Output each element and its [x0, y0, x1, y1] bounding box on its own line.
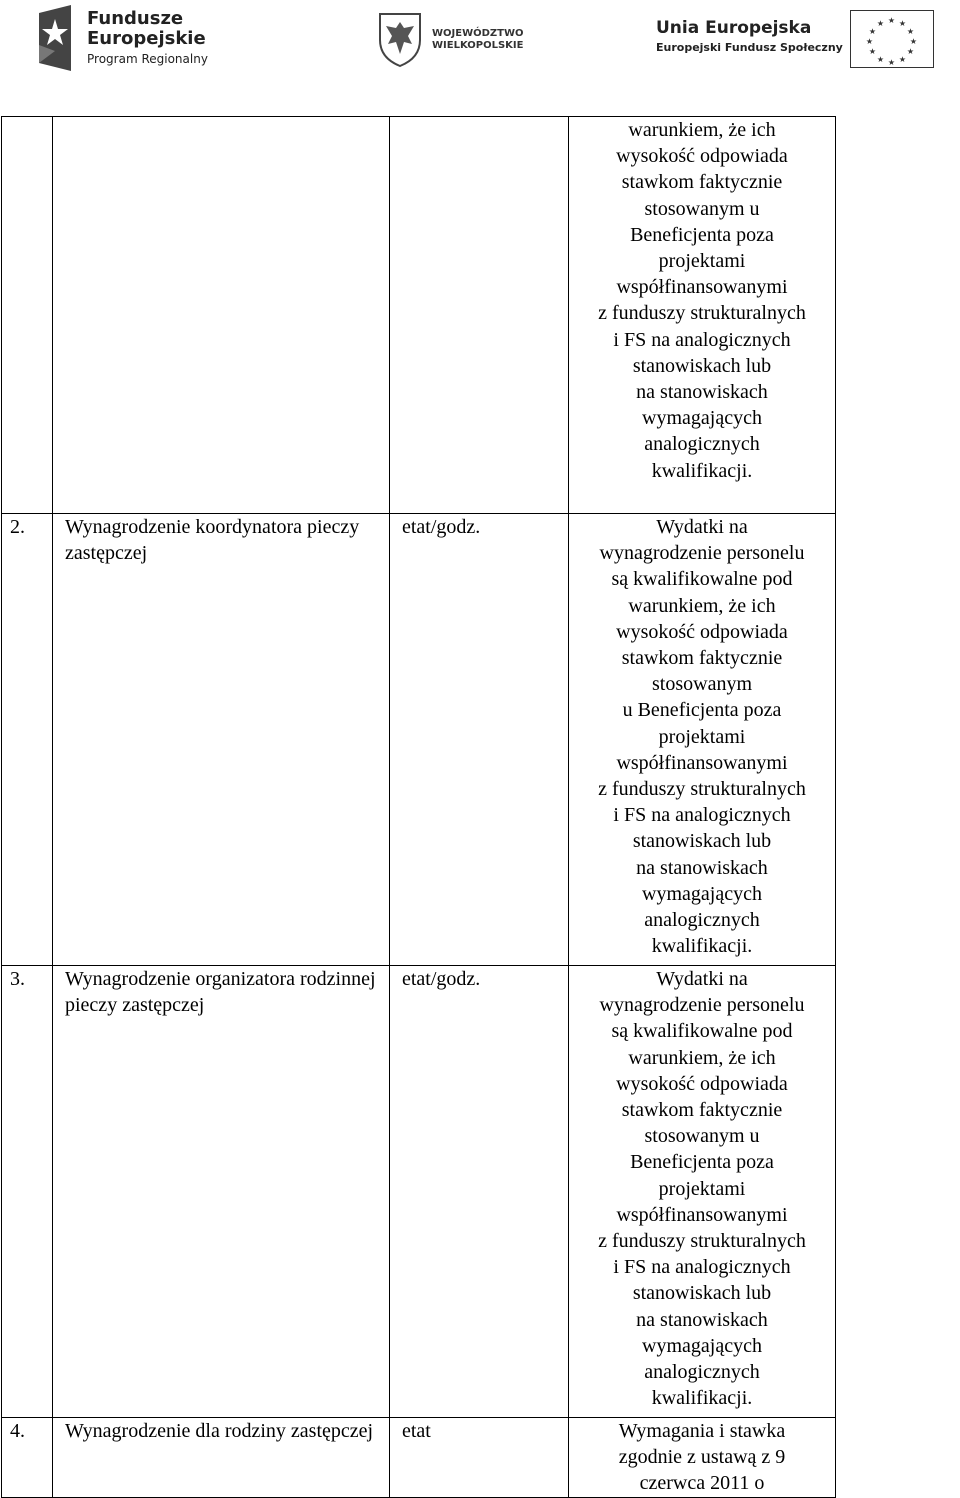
cost-unit-cell — [390, 514, 569, 966]
european-funds-logo — [35, 5, 215, 73]
description-line: stawkom faktycznie — [621, 647, 783, 670]
description-line: stosowanym u — [644, 197, 760, 220]
cost-unit: etat — [402, 1420, 431, 1442]
description-line: u Beneficjenta poza — [622, 699, 782, 722]
cost-description-cell — [569, 117, 836, 514]
description-line: zgodnie z ustawą z 9 — [618, 1446, 786, 1469]
ue-line1: Unia Europejska — [656, 18, 812, 38]
description-line: z funduszy strukturalnych — [598, 1230, 806, 1253]
cost-unit: etat/godz. — [402, 968, 481, 990]
row-number-cell — [2, 1418, 53, 1498]
fe-line3: Program Regionalny — [87, 52, 208, 66]
table-row — [2, 117, 836, 514]
european-funds-wordmark — [87, 9, 208, 67]
description-line: z funduszy strukturalnych — [598, 302, 806, 325]
description-line: projektami — [658, 1177, 746, 1200]
description-line: współfinansowanymi — [616, 1203, 788, 1226]
row-number: 4. — [10, 1420, 25, 1442]
eagle-crest-icon — [376, 10, 424, 68]
cost-unit: etat/godz. — [402, 516, 481, 538]
svg-text:★: ★ — [898, 55, 907, 64]
description-line: kwalifikacji. — [651, 935, 753, 958]
svg-text:★: ★ — [898, 19, 907, 28]
description-line: i FS na analogicznych — [613, 804, 791, 827]
cost-unit-cell — [390, 117, 569, 514]
svg-text:★: ★ — [868, 47, 877, 56]
ue-line2: Europejski Fundusz Społeczny — [656, 41, 843, 54]
cost-description — [569, 1418, 835, 1497]
svg-text:★: ★ — [906, 47, 915, 56]
fe-line1: Fundusze — [87, 8, 184, 29]
description-line: Beneficjenta poza — [630, 1151, 774, 1174]
table-row — [2, 1418, 836, 1498]
description-line: warunkiem, że ich — [628, 1046, 776, 1069]
row-number-cell — [2, 966, 53, 1418]
description-line: stosowanym u — [644, 1125, 760, 1148]
cost-table-body — [2, 117, 836, 1498]
description-line: wynagrodzenie personelu — [599, 994, 805, 1017]
description-line: wynagrodzenie personelu — [599, 542, 805, 565]
description-line: współfinansowanymi — [616, 751, 788, 774]
eu-stars — [851, 11, 932, 66]
description-line: wymagających — [642, 882, 762, 905]
description-line: i FS na analogicznych — [613, 328, 791, 351]
description-line: Wydatki na — [656, 968, 748, 990]
cost-unit-cell — [390, 966, 569, 1418]
wielkopolska-logo — [376, 10, 526, 70]
description-line: projektami — [658, 725, 746, 748]
cost-description — [569, 966, 835, 1411]
description-line: stawkom faktycznie — [621, 1099, 783, 1122]
svg-text:★: ★ — [868, 27, 877, 36]
description-line: analogicznych — [644, 1361, 760, 1384]
svg-text:★: ★ — [865, 37, 874, 46]
description-line: czerwca 2011 o — [639, 1472, 765, 1495]
cost-name: Wynagrodzenie dla rodziny zastępczej — [65, 1420, 374, 1442]
cost-name: Wynagrodzenie organizatora rodzinnej pieczy zastępczej — [65, 968, 376, 1017]
description-line: wysokość odpowiada — [616, 620, 788, 643]
cost-name: Wynagrodzenie koordynatora pieczy zastępczej — [65, 516, 360, 565]
cost-name-cell — [53, 966, 390, 1418]
description-line: kwalifikacji. — [651, 459, 753, 482]
description-line: stanowiskach lub — [632, 830, 772, 853]
description-line: Wymagania i stawka — [618, 1420, 786, 1442]
svg-text:★: ★ — [906, 27, 915, 36]
description-line: są kwalifikowalne pod — [611, 1020, 793, 1043]
svg-text:★: ★ — [876, 55, 885, 64]
row-number-cell — [2, 514, 53, 966]
wlkp-line1: WOJEWÓDZTWO — [432, 28, 524, 39]
description-line: stosowanym — [652, 673, 752, 696]
cost-unit-cell — [390, 1418, 569, 1498]
description-line: stanowiskach lub — [632, 1282, 772, 1305]
eu-flag-icon — [850, 10, 934, 68]
description-line: Wydatki na — [656, 516, 748, 538]
description-line: wysokość odpowiada — [616, 145, 788, 168]
description-line: wysokość odpowiada — [616, 1072, 788, 1095]
description-line: i FS na analogicznych — [613, 1256, 791, 1279]
svg-text:★: ★ — [876, 19, 885, 28]
description-line: analogicznych — [644, 433, 760, 456]
fe-line2: Europejskie — [87, 28, 206, 49]
description-line: na stanowiskach — [636, 856, 768, 879]
description-line: na stanowiskach — [636, 1308, 768, 1331]
svg-text:★: ★ — [887, 16, 896, 25]
description-line: wymagających — [642, 1334, 762, 1357]
description-line: analogicznych — [644, 909, 760, 932]
row-number: 3. — [10, 968, 25, 990]
row-number: 2. — [10, 516, 25, 538]
wielkopolska-wordmark — [432, 28, 524, 52]
description-line: Beneficjenta poza — [630, 223, 774, 246]
cost-description — [569, 514, 835, 959]
cost-description-cell — [569, 514, 836, 966]
description-line: na stanowiskach — [636, 381, 768, 404]
cost-table — [1, 116, 836, 1498]
cost-name-cell — [53, 1418, 390, 1498]
eu-wordmark — [656, 18, 843, 56]
wlkp-line2: WIELKOPOLSKIE — [432, 40, 524, 51]
cost-name-cell — [53, 117, 390, 514]
eu-logo — [656, 10, 940, 70]
description-line: współfinansowanymi — [616, 276, 788, 299]
description-line: stawkom faktycznie — [621, 171, 783, 194]
table-row — [2, 514, 836, 966]
cost-name-cell — [53, 514, 390, 966]
european-funds-star-icon — [35, 5, 75, 71]
description-line: kwalifikacji. — [651, 1387, 753, 1410]
description-line: wymagających — [642, 407, 762, 430]
description-line: projektami — [658, 250, 746, 273]
cost-description-cell — [569, 966, 836, 1418]
svg-text:★: ★ — [887, 58, 896, 66]
svg-text:★: ★ — [909, 37, 918, 46]
cost-description — [569, 117, 835, 484]
table-row — [2, 966, 836, 1418]
description-line: stanowiskach lub — [632, 354, 772, 377]
row-number-cell — [2, 117, 53, 514]
description-line: z funduszy strukturalnych — [598, 778, 806, 801]
description-line: warunkiem, że ich — [628, 594, 776, 617]
description-line: warunkiem, że ich — [628, 119, 776, 141]
description-line: są kwalifikowalne pod — [611, 568, 793, 591]
cost-description-cell — [569, 1418, 836, 1498]
